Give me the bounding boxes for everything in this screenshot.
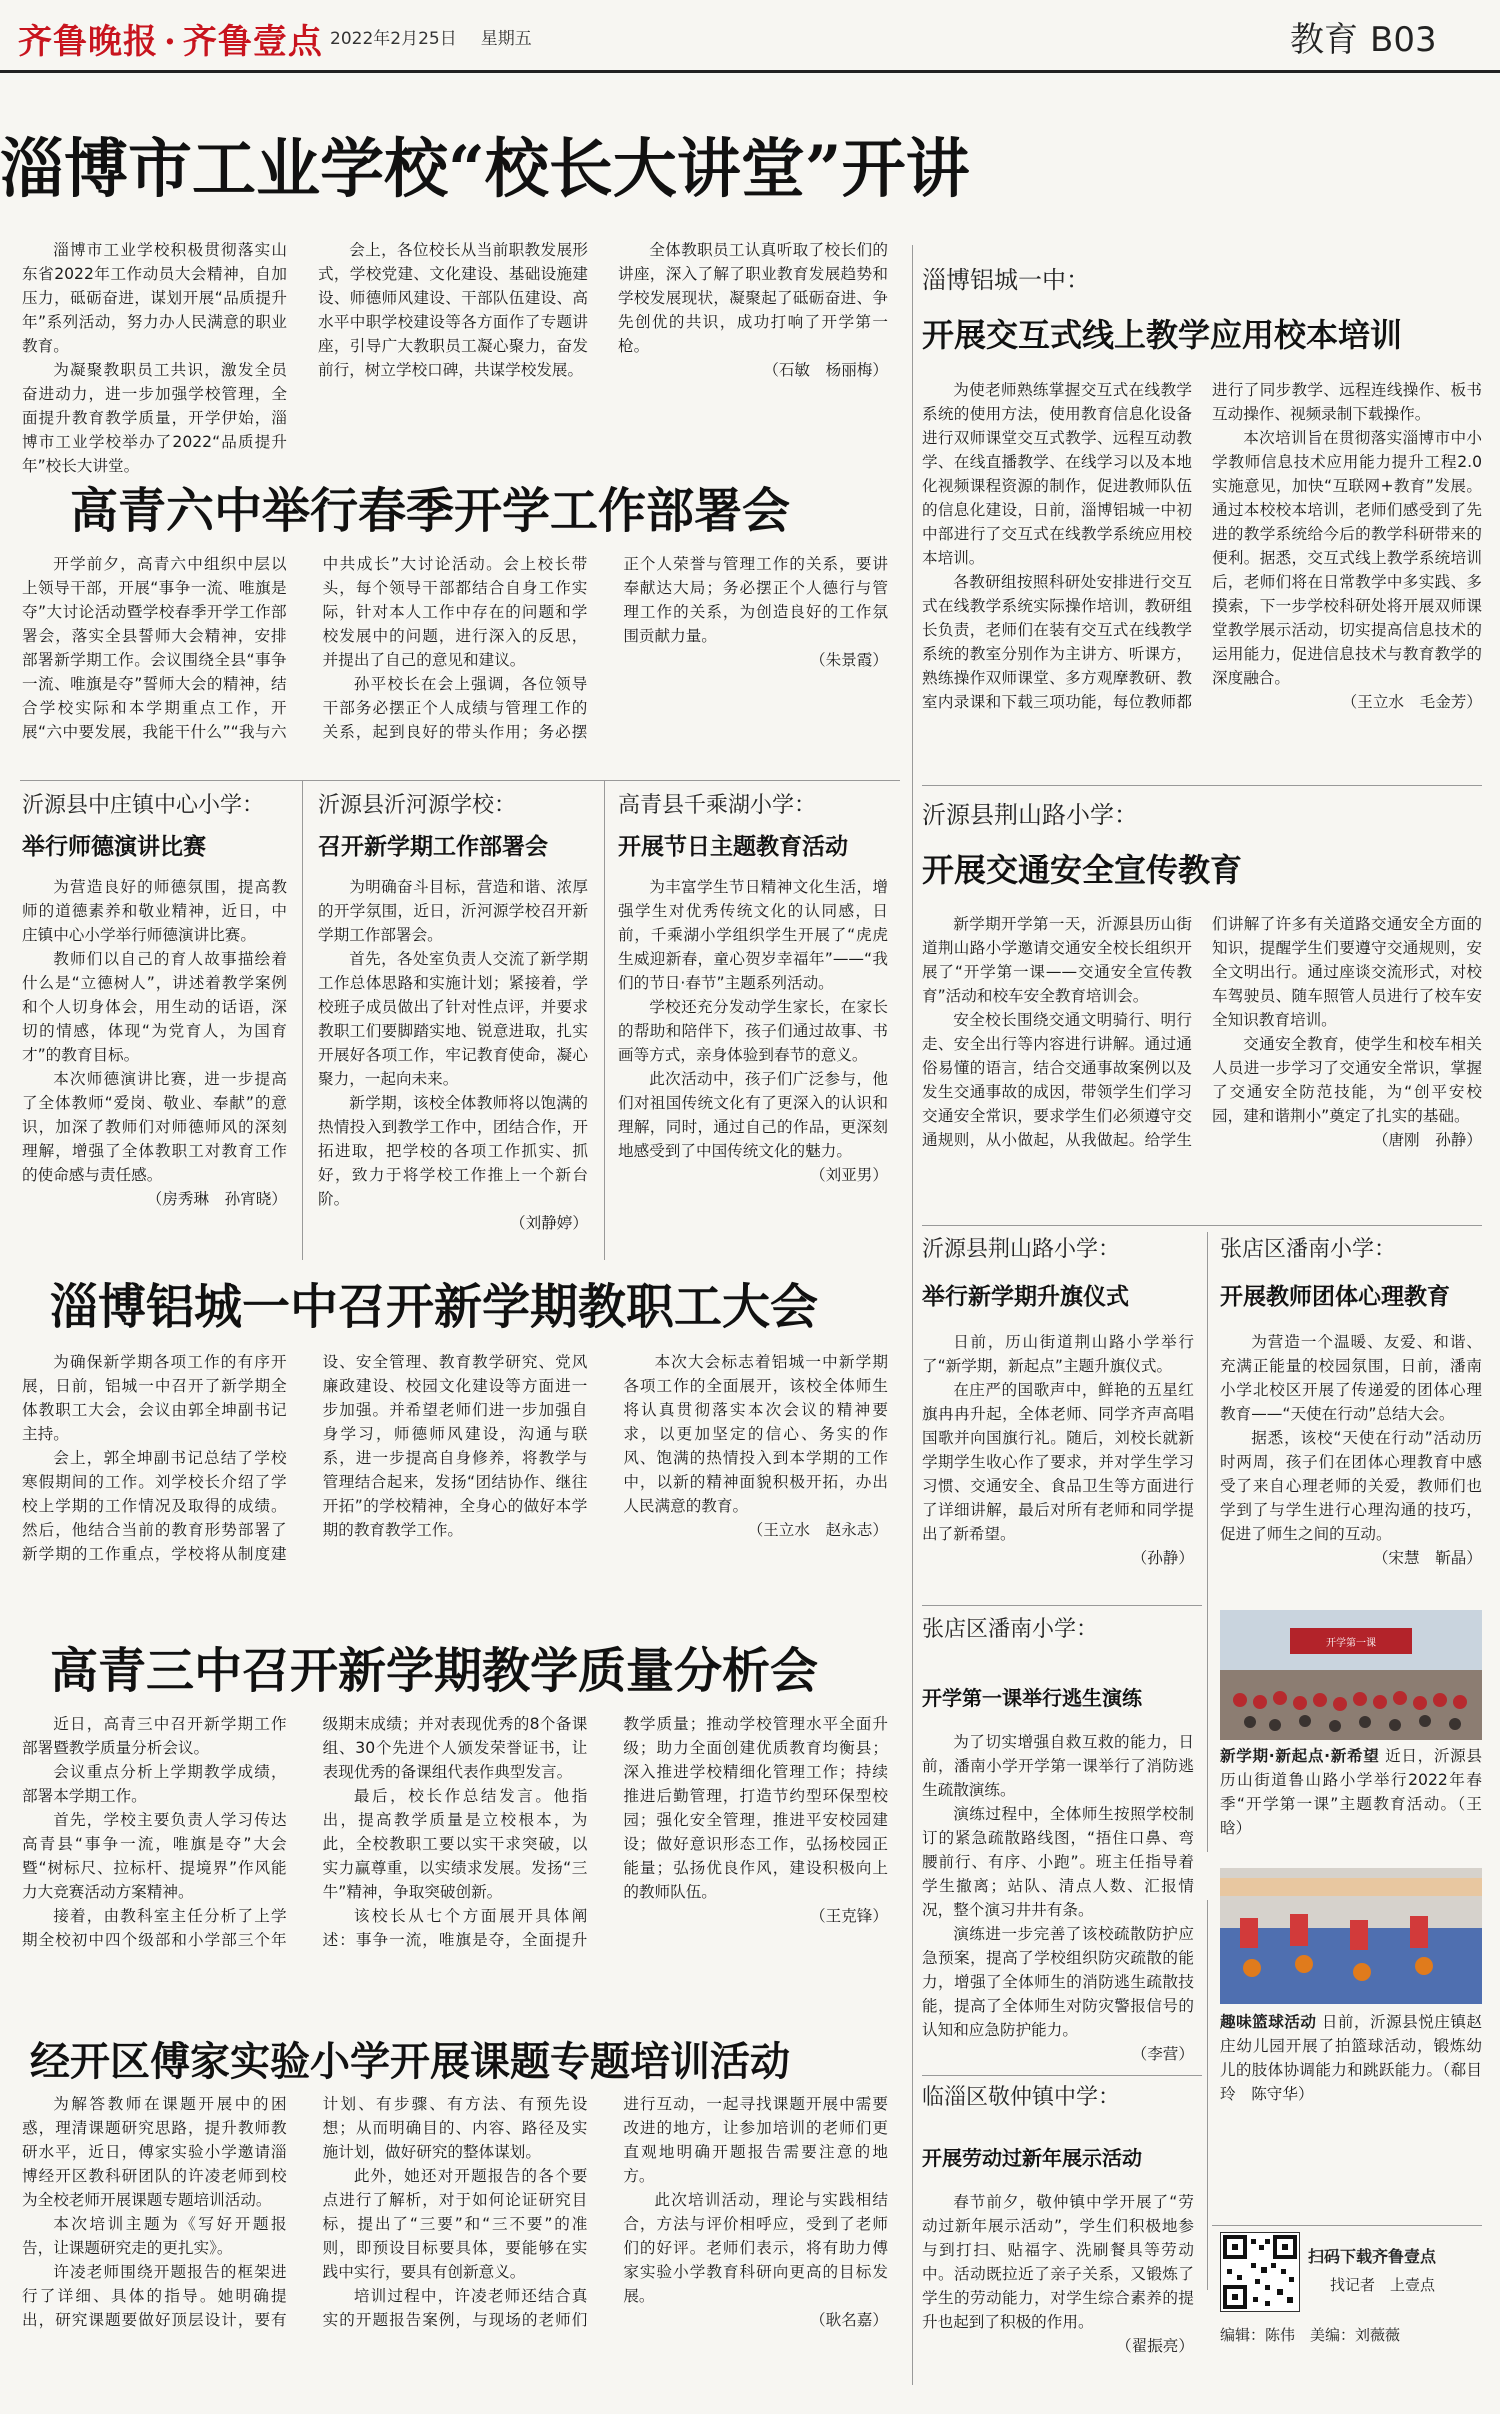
- article-4-title: 高青三中召开新学期教学质量分析会: [50, 1643, 819, 1699]
- photo-1-byline: （王晗）: [1220, 1795, 1482, 1837]
- column-divider: [1207, 1900, 1208, 2290]
- article-5-para: 此次培训活动，理论与实践相结合，方法与评价相呼应，受到了老师们的好评。老师们表示，将有助力傅家实验小学教育科研向更高的目标发展。: [623, 2191, 888, 2305]
- article-3-para: 本次大会标志着铝城一中新学期各项工作的全面展开，该校全体师生将认真贯彻落实本次会议的精神要求，以更加坚定的信心、务实的作风、饱满的热情投入到本学期的工作中，以新的精神面貌积极开拓，办出人民满意的教育。: [623, 1353, 888, 1515]
- column-divider: [302, 780, 303, 1260]
- brief-6-para: 演练过程中，全体师生按照学校制订的紧急疏散路线图，“捂住口鼻、弯腰前行、有序、小跑”。班主任指导着学生撤离；站队、清点人数、汇报情况，整个演习井井有条。: [922, 1805, 1194, 1919]
- brand-name: 齐鲁晚报: [18, 22, 158, 62]
- photo-2-caption: [1220, 2010, 1482, 2120]
- article-4-para: 近日，高青三中召开新学期工作部署暨教学质量分析会议。: [22, 1715, 287, 1757]
- photo-2-title: 趣味篮球活动: [1220, 2013, 1317, 2031]
- article-3-para: 为确保新学期各项工作的有序开展，日前，铝城一中召开了新学期全体教职工大会，会议由郭全坤副书记主持。: [22, 1353, 287, 1443]
- article-1-col-1: [22, 238, 287, 475]
- article-4-byline: （王克锋）: [809, 1907, 888, 1925]
- brief-3-body: [618, 875, 888, 1255]
- brief-2-para: 新学期，该校全体教师将以饱满的热情投入到教学工作中，团结合作，开拓进取，把学校的各项工作抓实、抓好，致力于将学校工作推上一个新台阶。: [318, 1094, 588, 1208]
- article-3-byline: （王立水 赵永志）: [747, 1521, 888, 1539]
- qr-code-graphic: [1221, 2233, 1299, 2311]
- article-1-para: 淄博市工业学校积极贯彻落实山东省2022年工作动员大会精神，自加压力，砥砺奋进，谋划开展“品质提升年”系列活动，努力办人民满意的职业教育。: [22, 241, 287, 355]
- article-3-title: 淄博铝城一中召开新学期教职工大会: [50, 1279, 819, 1335]
- brief-1-title: 举行师德演讲比赛: [22, 834, 206, 860]
- section-divider: [922, 1605, 1202, 1606]
- brief-5-title: 开展教师团体心理教育: [1220, 1284, 1450, 1310]
- brief-1-body: [22, 875, 287, 1255]
- reporter-slogan: 找记者 上壹点: [1330, 2276, 1436, 2294]
- masthead: [0, 0, 1500, 66]
- brief-7-body: [922, 2190, 1194, 2390]
- editor-credit: 编辑：陈伟 美编：刘薇薇: [1220, 2326, 1401, 2344]
- qr-label: 扫码下载齐鲁壹点: [1308, 2247, 1437, 2266]
- section-divider: [922, 2075, 1202, 2076]
- article-1-para: 全体教职员工认真听取了校长们的讲座，深入了解了职业教育发展趋势和学校发展现状，凝聚起了砥砺奋进、争先创优的共识，成功打响了开学第一枪。: [618, 241, 888, 355]
- article-1-title: 淄博市工业学校“校长大讲堂”开讲: [0, 132, 970, 207]
- brief-5-para: 为营造一个温暖、友爱、和谐、充满正能量的校园氛围，日前，潘南小学北校区开展了传递爱的团体心理教育——“天使在行动”总结大会。: [1220, 1333, 1482, 1423]
- brief-2-body: [318, 875, 588, 1255]
- article-7-para: 交通安全教育，使学生和校车相关人员进一步学习了交通安全常识，掌握了交通安全防范技能，为“创平安校园，建和谐荆小”奠定了扎实的基础。: [1212, 1035, 1482, 1125]
- masthead-rule: [0, 70, 1500, 73]
- weekday-text: 星期五: [480, 29, 532, 49]
- brief-6-title: 开学第一课举行逃生演练: [922, 1686, 1142, 1710]
- page-number: B03: [1370, 20, 1437, 60]
- brief-6-byline: （李营）: [1131, 2045, 1194, 2063]
- brief-6-kicker: 张店区潘南小学：: [922, 1617, 1099, 1642]
- article-6-kicker: 淄博铝城一中：: [922, 266, 1090, 294]
- brief-6-para: 演练进一步完善了该校疏散防护应急预案，提高了学校组织防灾疏散的能力，增强了全体师生的消防逃生疏散技能，提高了全体师生对防灾警报信号的认知和应急防护能力。: [922, 1925, 1194, 2039]
- article-7-kicker: 沂源县荆山路小学：: [922, 801, 1138, 829]
- article-4-body: [22, 1712, 888, 2000]
- article-5-byline: （耿名嘉）: [809, 2311, 888, 2329]
- article-1-byline: （石敏 杨丽梅）: [763, 361, 888, 379]
- brief-1-para: 为营造良好的师德氛围，提高教师的道德素养和敬业精神，近日，中庄镇中心小学举行师德演讲比赛。: [22, 878, 287, 944]
- article-1-col-2: [318, 238, 588, 434]
- article-5-title: 经开区傅家实验小学开展课题专题培训活动: [30, 2038, 790, 2085]
- article-6-para: 本次培训旨在贯彻落实淄博市中小学教师信息技术应用能力提升工程2.0实施意见，加快“互联网+教育”发展。通过本校校本培训，老师们感受到了先进的教学系统给今后的教学科研带来的便利。据悉，交互式线上教学系统培训后，老师们将在日常教学中多实践、多摸索，下一步学校科研处将开展双师课堂教学展示活动，切实提高信息技术的运用能力，促进信息技术与教育教学的深度融合。: [1212, 429, 1482, 687]
- brief-5-kicker: 张店区潘南小学：: [1220, 1237, 1397, 1262]
- brief-1-kicker: 沂源县中庄镇中心小学：: [22, 793, 265, 818]
- brief-1-para: 本次师德演讲比赛，进一步提高了全体教师“爱岗、敬业、奉献”的意识，加深了教师们对师德师风的深刻理解，增强了全体教职工对教育工作的使命感与责任感。: [22, 1070, 287, 1184]
- photo-1-caption-text: 近日，沂源县历山街道鲁山路小学举行2022年春季“开学第一课”主题教育活动。: [1220, 1747, 1482, 1813]
- article-5-para: 培训过程中，许凌老师还结合真实的开题报告案例，与现场的老师们进行互动，一起寻找课题开展中需要改进的地方，让参加培训的老师们更直观地明确开题报告需要注意的地方。: [322, 2095, 888, 2329]
- brief-6-para: 为了切实增强自救互救的能力，日前，潘南小学开学第一课举行了消防逃生疏散演练。: [922, 1733, 1194, 1799]
- brief-4-byline: （孙静）: [1131, 1549, 1194, 1567]
- brief-4-title: 举行新学期升旗仪式: [922, 1284, 1129, 1310]
- article-6-para: 为使老师熟练掌握交互式在线教学系统的使用方法，使用教育信息化设备进行双师课堂交互式教学、远程互动教学、在线直播教学、在线学习以及本地化视频课程资源的制作，促进教师队伍的信息化建设，日前，淄博铝城一中初中部进行了交互式在线教学系统应用校本培训。: [922, 381, 1192, 567]
- photo-2-caption-text: 日前，沂源县悦庄镇赵庄幼儿园开展了拍篮球活动，锻炼幼儿的肢体协调能力和跳跃能力。: [1220, 2013, 1482, 2079]
- article-2-title: 高青六中举行春季开学工作部署会: [70, 483, 791, 539]
- photo-basketball: [1220, 1868, 1482, 2004]
- brief-3-para: 为丰富学生节日精神文化生活，增强学生对优秀传统文化的认同感，日前，千乘湖小学组织学生开展了“虎虎生威迎新春，童心贺岁幸福年”——“我们的节日·春节”主题系列活动。: [618, 878, 888, 992]
- brief-7-byline: （翟振亮）: [1116, 2337, 1194, 2355]
- photo-flag-ceremony-image: [1220, 1610, 1482, 1740]
- brand-separator: ·: [164, 22, 177, 62]
- article-5-para: 此外，她还对开题报告的各个要点进行了解析，对于如何论证研究目标，提出了“三要”和“三不要”的准则，即预设目标要具体，要能够在实践中实行，要具有创新意义。: [322, 2167, 588, 2281]
- brief-3-byline: （刘亚男）: [810, 1166, 888, 1184]
- photo-2-byline: （郗目玲 陈守华）: [1220, 2061, 1482, 2103]
- issue-date: [330, 24, 556, 49]
- article-5-para: 许凌老师围绕开题报告的框架进行了详细、具体的指导。她明确提出，研究课题要做好顶层设计，要有计划、有步骤、有方法、有预先设想；从而明确目的、内容、路径及实施计划，做好研究的整体谋划。: [22, 2095, 588, 2329]
- article-2-para: 开学前夕，高青六中组织中层以上领导干部，开展“事争一流、唯旗是夺”大讨论活动暨学校春季开学工作部署会，落实全县誓师大会精神，安排部署新学期工作。会议围绕全县“事争一流、唯旗是夺”誓师大会的精神，结合学校实际和本学期重点工作，开展“六中要发展，我能干什么”“我与六中共成长”大讨论活动。会上校长带头，每个领导干部都结合自身工作实际，针对本人工作中存在的问题和学校发展中的问题，进行深入的反思，并提出了自己的意见和建议。: [22, 555, 588, 741]
- brief-5-para: 据悉，该校“天使在行动”活动历时两周，孩子们在团体心理教育中感受了来自心理老师的关爱，教师们也学到了与学生进行心理沟通的技巧，促进了师生之间的互动。: [1220, 1429, 1482, 1543]
- brief-4-para: 在庄严的国歌声中，鲜艳的五星红旗冉冉升起，全体老师、同学齐声高唱国歌并向国旗行礼。随后，刘校长就新学期学生收心作了要求，并对学生学习习惯、交通安全、食品卫生等方面进行了详细讲解，最后对所有老师和同学提出了新希望。: [922, 1381, 1194, 1543]
- article-7-para: 新学期开学第一天，沂源县历山街道荆山路小学邀请交通安全校长组织开展了“开学第一课——交通安全宣传教育”活动和校车安全教育培训会。: [922, 915, 1192, 1005]
- article-3-para: 会上，郭全坤副书记总结了学校寒假期间的工作。刘学校长介绍了学校上学期的工作情况及取得的成绩。然后，他结合当前的教育形势部署了新学期的工作重点，学校将从制度建设、安全管理、教育教学研究、党风廉政建设、校园文化建设等方面进一步加强。并希望老师们进一步加强自身学习，师德师风建设，沟通与联系，进一步提高自身修养，将教学与管理结合起来，发扬“团结协作、继往开拓”的学校精神，全身心的做好本学期的教育教学工作。: [22, 1353, 588, 1563]
- photo-1-title: 新学期·新起点·新希望: [1220, 1747, 1380, 1765]
- date-text: 2022年2月25日: [330, 29, 457, 49]
- section-label: [1290, 12, 1437, 61]
- brief-4-para: 日前，历山街道荆山路小学举行了“新学期，新起点”主题升旗仪式。: [922, 1333, 1194, 1375]
- article-6-byline: （王立水 毛金芳）: [1341, 693, 1482, 711]
- brief-1-para: 教师们以自己的育人故事描绘着什么是“立德树人”，讲述着教学案例和个人切身体会，用生动的话语，深切的情感，体现“为党育人，为国育才”的教育目标。: [22, 950, 287, 1064]
- brief-7-para: 春节前夕，敬仲镇中学开展了“劳动过新年展示活动”，学生们积极地参与到打扫、贴福字、洗刷餐具等劳动中。活动既拉近了亲子关系，又锻炼了学生的劳动能力，对学生综合素养的提升也起到了积极的作用。: [922, 2193, 1194, 2331]
- article-1-para: 会上，各位校长从当前职教发展形式，学校党建、文化建设、基础设施建设、师德师风建设、干部队伍建设、高水平中职学校建设等各方面作了专题讲座，引导广大教职员工凝心聚力，奋发前行，树立学校口碑，共谋学校发展。: [318, 241, 588, 379]
- section-divider: [20, 780, 900, 781]
- brief-6-body: [922, 1730, 1194, 2068]
- article-6-para: 各教研组按照科研处安排进行交互式在线教学系统实际操作培训，教研组长负责，老师们在装有交互式在线教学系统的教室分别作为主讲方、听课方，熟练操作双师课堂、多方观摩教研、教室内录课和下载三项功能，每位教师都进行了同步教学、远程连线操作、板书互动操作、视频录制下载操作。: [922, 381, 1482, 711]
- brief-2-para: 首先，各处室负责人交流了新学期工作总体思路和实施计划；紧接着，学校班子成员做出了针对性点评，并要求教职工们要脚踏实地、锐意进取，扎实开展好各项工作，牢记教育使命，凝心聚力，一起向未来。: [318, 950, 588, 1088]
- article-5-body: [22, 2092, 888, 2392]
- article-6-body: [922, 378, 1482, 778]
- column-divider: [912, 245, 913, 2385]
- article-4-para: 接着，由教科室主任分析了上学期全校初中四个级部和小学部三个年级期末成绩；并对表现优秀的8个备课组、30个先进个人颁发荣誉证书，让表现优秀的备课组代表作典型发言。: [22, 1715, 588, 1949]
- article-1-col-3: [618, 238, 888, 434]
- brief-5-byline: （宋慧 靳晶）: [1372, 1549, 1482, 1567]
- article-7-body: [922, 912, 1482, 1220]
- section-divider: [922, 1225, 1482, 1226]
- photo-flag-ceremony: [1220, 1610, 1482, 1740]
- article-1-para: 为凝聚教职员工共识，激发全员奋进动力，进一步加强学校管理，全面提升教育教学质量，开学伊始，淄博市工业学校举办了2022“品质提升年”校长大讲堂。: [22, 361, 287, 475]
- article-3-body: [22, 1350, 888, 1650]
- article-4-para: 该校长从七个方面展开具体阐述：事争一流，唯旗是夺，全面提升教学质量；推动学校管理水平全面升级；助力全面创建优质教育均衡县；深入推进学校精细化管理工作；持续推进后勤管理，打造节约型环保型校园；强化安全管理，推进平安校园建设；做好意识形态工作，弘扬校园正能量；弘扬优良作风，建设积极向上的教师队伍。: [322, 1715, 888, 1949]
- column-divider: [1207, 1232, 1208, 1852]
- brief-3-para: 学校还充分发动学生家长，在家长的帮助和陪伴下，孩子们通过故事、书画等方式，亲身体验到春节的意义。: [618, 998, 888, 1064]
- column-divider: [604, 780, 605, 1260]
- newspaper-logo: [18, 14, 323, 63]
- brief-7-title: 开展劳动过新年展示活动: [922, 2146, 1142, 2170]
- brief-5-body: [1220, 1330, 1482, 1598]
- article-2-para: 孙平校长在会上强调，各位领导干部务必摆正个人成绩与管理工作的关系，起到良好的带头作用；务必摆正个人荣誉与管理工作的关系，要讲奉献达大局；务必摆正个人德行与管理工作的关系，为创造良好的工作氛围贡献力量。: [322, 555, 888, 741]
- article-7-para: 安全校长围绕交通文明骑行、明行走、安全出行等内容进行讲解。通过通俗易懂的语言，结合交通事故案例以及发生交通事故的成因，带领学生们学习交通安全常识，要求学生们必须遵守交通规则，从小做起，从我做起。给学生们讲解了许多有关道路交通安全方面的知识，提醒学生们要遵守交通规则，安全文明出行。通过座谈交流形式，对校车驾驶员、随车照管人员进行了校车安全知识教育培训。: [922, 915, 1482, 1149]
- article-7-title: 开展交通安全宣传教育: [922, 851, 1243, 889]
- brief-2-byline: （刘静婷）: [510, 1214, 588, 1232]
- article-7-byline: （唐刚 孙静）: [1372, 1131, 1482, 1149]
- article-4-para: 最后，校长作总结发言。他指出，提高教学质量是立校根本，为此，全校教职工要以实干求突破，以实力赢尊重，以实绩求发展。发扬“三牛”精神，争取突破创新。: [322, 1787, 588, 1901]
- photo-1-banner: 开学第一课: [1326, 1638, 1376, 1649]
- brief-2-kicker: 沂源县沂河源学校：: [318, 793, 517, 818]
- article-4-para: 首先，学校主要负责人学习传达高青县“事争一流，唯旗是夺”大会暨“树标尺、拉标杆、提境界”作风能力大竞赛活动方案精神。: [22, 1811, 287, 1901]
- brief-3-kicker: 高青县千乘湖小学：: [618, 793, 817, 818]
- section-name: 教育: [1290, 20, 1358, 60]
- qr-code-icon[interactable]: [1220, 2232, 1300, 2312]
- article-5-para: 为解答教师在课题开展中的困惑，理清课题研究思路，提升教师教研水平，近日，傅家实验小学邀请淄博经开区教科研团队的许凌老师到校为全校老师开展课题专题培训活动。: [22, 2095, 287, 2209]
- brief-4-body: [922, 1330, 1194, 1598]
- article-2-byline: （朱景霞）: [809, 651, 888, 669]
- brief-2-title: 召开新学期工作部署会: [318, 834, 548, 860]
- photo-1-caption: [1220, 1744, 1482, 1854]
- section-divider: [922, 785, 1482, 786]
- brand-sub: 齐鲁壹点: [182, 22, 323, 62]
- article-6-title: 开展交互式线上教学应用校本培训: [922, 316, 1403, 354]
- article-4-para: 会议重点分析上学期教学成绩，部署本学期工作。: [22, 1763, 287, 1805]
- brief-4-kicker: 沂源县荆山路小学：: [922, 1237, 1121, 1262]
- brief-7-kicker: 临淄区敬仲镇中学：: [922, 2085, 1121, 2110]
- article-2-body: [22, 552, 888, 768]
- brief-3-para: 此次活动中，孩子们广泛参与，他们对祖国传统文化有了更深入的认识和理解，同时，通过自己的作品，更深刻地感受到了中国传统文化的魅力。: [618, 1070, 888, 1160]
- brief-3-title: 开展节日主题教育活动: [618, 834, 848, 860]
- photo-basketball-image: [1220, 1868, 1482, 2004]
- article-5-para: 本次培训主题为《写好开题报告，让课题研究走的更扎实》。: [22, 2215, 287, 2257]
- section-divider: [1212, 2225, 1482, 2226]
- brief-2-para: 为明确奋斗目标，营造和谐、浓厚的开学氛围，近日，沂河源学校召开新学期工作部署会。: [318, 878, 588, 944]
- brief-1-byline: （房秀琳 孙宵晓）: [146, 1190, 287, 1208]
